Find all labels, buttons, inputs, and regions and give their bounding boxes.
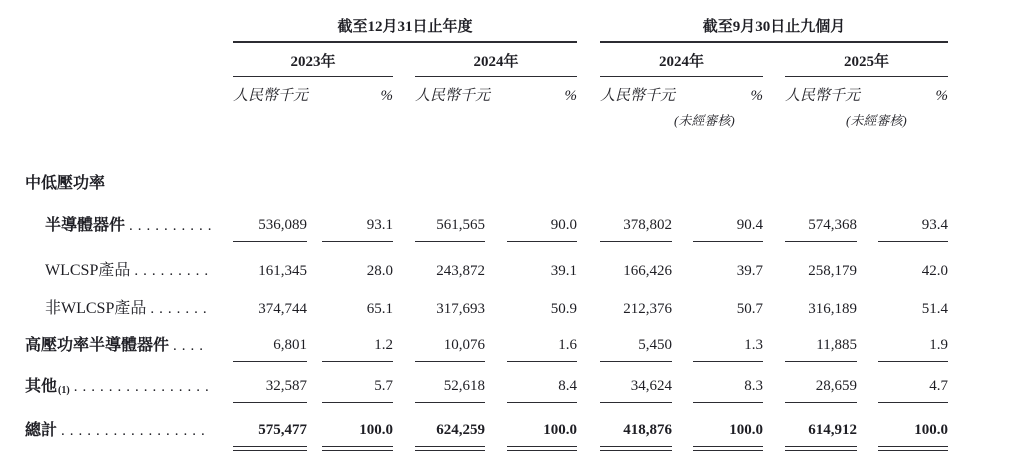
value-cell: 1.2 (322, 325, 393, 362)
value-cell: 8.4 (507, 362, 577, 403)
unaudited-note: (未經審核) (674, 113, 735, 128)
table-row (0, 403, 1015, 447)
col-header-amount: 人民幣千元 (415, 88, 491, 104)
year-2024: 2024年 (415, 43, 577, 77)
row-label (0, 242, 233, 287)
value-cell: 1.9 (878, 325, 948, 362)
period-group-nine-months: 截至9月30日止九個月 (600, 0, 948, 43)
value-cell (322, 170, 393, 200)
value-cell: 39.1 (550, 263, 577, 279)
value-cell: 561,565 (415, 200, 485, 242)
value-cell (693, 170, 763, 200)
value-cell: 10,076 (415, 325, 485, 362)
value-cell: 6,801 (233, 325, 307, 362)
value-cell (785, 170, 857, 200)
row-label (0, 170, 233, 200)
value-cell: 34,624 (600, 362, 672, 403)
value-cell: 93.4 (878, 200, 948, 242)
value-cell: 50.9 (550, 301, 577, 317)
value-cell (878, 170, 948, 200)
value-cell: 5.7 (322, 362, 393, 403)
col-header-percent: % (380, 88, 393, 104)
value-cell: 11,885 (785, 325, 857, 362)
year-2023: 2023年 (233, 43, 393, 77)
value-cell: 52,618 (415, 362, 485, 403)
leader-dots: ....... (150, 301, 212, 317)
table-row (0, 200, 1015, 242)
value-cell: 316,189 (808, 301, 857, 317)
period-group-annual: 截至12月31日止年度 (233, 0, 577, 43)
value-cell: 624,259 (415, 403, 485, 447)
col-header-amount: 人民幣千元 (233, 88, 309, 104)
row-label-text: 非WLCSP產品 (45, 300, 147, 317)
value-cell: 90.4 (693, 200, 763, 242)
year-header-row (0, 43, 1015, 77)
value-cell: 418,876 (600, 403, 672, 447)
value-cell: 1.3 (693, 325, 763, 362)
value-cell: 51.4 (921, 301, 948, 317)
value-cell (600, 170, 672, 200)
year-2024-nine-months: 2024年 (600, 43, 763, 77)
value-cell: 575,477 (233, 403, 307, 447)
value-cell: 574,368 (785, 200, 857, 242)
table-row (0, 362, 1015, 403)
value-cell: 28.0 (366, 263, 393, 279)
leader-dots: .... (173, 338, 209, 354)
value-cell: 378,802 (600, 200, 672, 242)
year-2025-nine-months: 2025年 (785, 43, 948, 77)
value-cell: 536,089 (233, 200, 307, 242)
value-cell: 28,659 (785, 362, 857, 403)
footnote-marker: (1) (58, 385, 70, 396)
value-cell: 258,179 (808, 263, 857, 279)
row-label-text: 高壓功率半導體器件 (25, 337, 170, 354)
row-label-text: 半導體器件 (45, 217, 126, 234)
value-cell: 42.0 (921, 263, 948, 279)
value-cell: 1.6 (507, 325, 577, 362)
table-row (0, 325, 1015, 362)
col-header-amount: 人民幣千元 (785, 88, 861, 104)
table-row (0, 287, 1015, 325)
value-cell: 93.1 (322, 200, 393, 242)
value-cell: 65.1 (366, 301, 393, 317)
row-label (0, 403, 233, 447)
row-label (0, 325, 233, 362)
leader-dots: ......... (134, 263, 214, 279)
value-cell: 374,744 (258, 301, 307, 317)
unaudited-note-row (0, 108, 1015, 132)
row-label-text: 總計 (25, 422, 58, 439)
value-cell: 32,587 (233, 362, 307, 403)
value-cell: 100.0 (322, 403, 393, 447)
row-label (0, 362, 233, 403)
row-label-text: WLCSP產品 (45, 262, 131, 279)
value-cell (233, 170, 307, 200)
value-cell: 4.7 (878, 362, 948, 403)
value-cell: 100.0 (507, 403, 577, 447)
value-cell: 161,345 (258, 263, 307, 279)
column-header-row (0, 77, 1015, 108)
value-cell: 614,912 (785, 403, 857, 447)
col-header-percent: % (750, 88, 763, 104)
leader-dots: .......... (129, 218, 217, 234)
period-group-row (0, 0, 1015, 43)
value-cell: 100.0 (693, 403, 763, 447)
header-body-spacer (0, 132, 1015, 170)
leader-dots: ................ (73, 379, 214, 395)
value-cell: 212,376 (623, 301, 672, 317)
value-cell: 317,693 (436, 301, 485, 317)
value-cell (507, 170, 577, 200)
col-header-amount: 人民幣千元 (600, 88, 676, 104)
row-label (0, 287, 233, 325)
value-cell: 39.7 (736, 263, 763, 279)
unaudited-note: (未經審核) (846, 113, 907, 128)
row-label-text: 其他 (25, 378, 58, 395)
table-row (0, 242, 1015, 287)
value-cell: 166,426 (623, 263, 672, 279)
value-cell (415, 170, 485, 200)
row-label-text: 中低壓功率 (25, 175, 106, 192)
row-label (0, 200, 233, 242)
value-cell: 8.3 (693, 362, 763, 403)
value-cell: 50.7 (736, 301, 763, 317)
col-header-percent: % (564, 88, 577, 104)
col-header-percent: % (935, 88, 948, 104)
value-cell: 5,450 (600, 325, 672, 362)
value-cell: 90.0 (507, 200, 577, 242)
value-cell: 100.0 (878, 403, 948, 447)
table-body (0, 170, 1015, 447)
leader-dots: ................. (61, 423, 210, 439)
value-cell: 243,872 (436, 263, 485, 279)
table-row (0, 170, 1015, 200)
